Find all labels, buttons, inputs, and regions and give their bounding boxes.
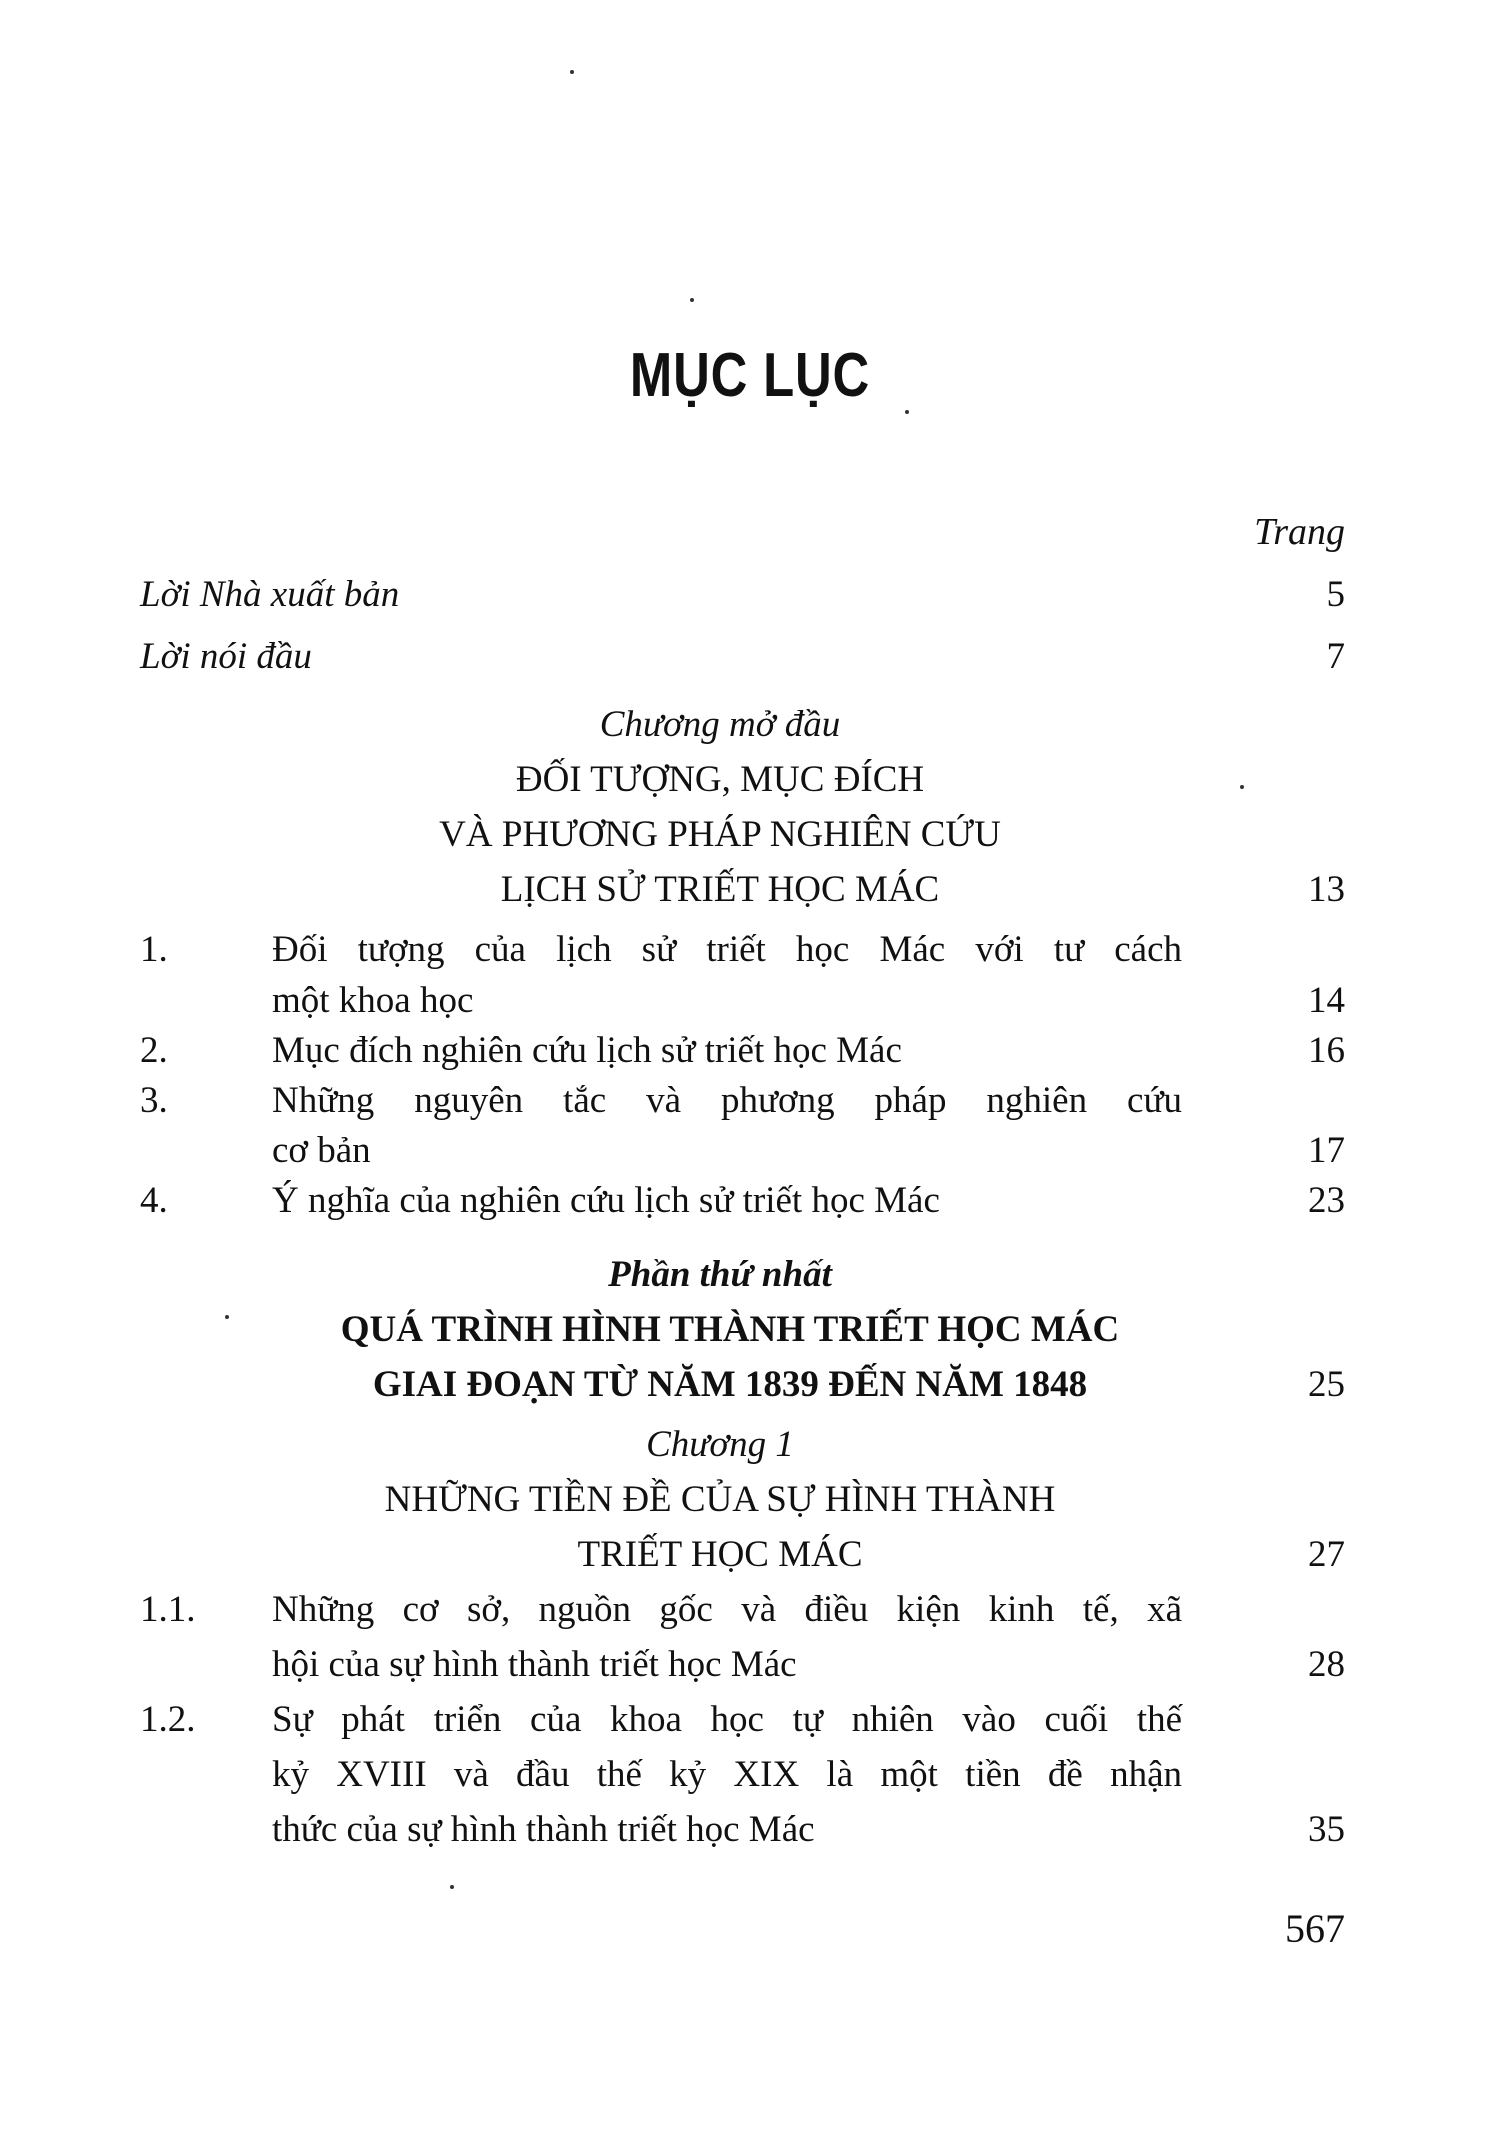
- toc-entry-foreword[interactable]: Lời nói đầu: [140, 636, 312, 677]
- toc-entry-publisher-note[interactable]: Lời Nhà xuất bản: [140, 574, 400, 615]
- scan-speck: [905, 410, 909, 414]
- toc-item-text[interactable]: Ý nghĩa của nghiên cứu lịch sử triết học Mác: [272, 1180, 940, 1221]
- scan-speck: [1240, 785, 1244, 789]
- toc-item-text[interactable]: Đối tượng của lịch sử triết học Mác với tư cách: [272, 929, 1182, 970]
- toc-item-number: 1.: [140, 929, 168, 970]
- scan-speck: [570, 70, 574, 74]
- toc-item-text[interactable]: thức của sự hình thành triết học Mác: [272, 1809, 815, 1850]
- toc-item-number: 2.: [140, 1030, 168, 1071]
- toc-item-text[interactable]: cơ bản: [272, 1130, 371, 1171]
- toc-page-publisher-note: 5: [1326, 574, 1345, 615]
- part-one-label: Phần thứ nhất: [608, 1254, 832, 1295]
- page-column-label: Trang: [1254, 511, 1345, 553]
- toc-item-number: 4.: [140, 1180, 168, 1221]
- toc-item-text[interactable]: hội của sự hình thành triết học Mác: [272, 1644, 797, 1685]
- scan-speck: [450, 1885, 454, 1889]
- toc-item-number: 3.: [140, 1080, 168, 1121]
- toc-item-text[interactable]: Sự phát triển của khoa học tự nhiên vào cuối thế: [272, 1699, 1182, 1740]
- chapter-one-title-line[interactable]: TRIẾT HỌC MÁC: [577, 1534, 863, 1575]
- part-one-title-line[interactable]: QUÁ TRÌNH HÌNH THÀNH TRIẾT HỌC MÁC: [340, 1309, 1120, 1350]
- chapter-one-title-line[interactable]: NHỮNG TIỀN ĐỀ CỦA SỰ HÌNH THÀNH: [384, 1479, 1056, 1520]
- toc-item-page: 23: [1308, 1180, 1345, 1221]
- chapter-one-page: 27: [1308, 1534, 1345, 1575]
- intro-chapter-title-line[interactable]: LỊCH SỬ TRIẾT HỌC MÁC: [500, 869, 940, 910]
- toc-item-text[interactable]: Những cơ sở, nguồn gốc và điều kiện kinh tế, xã: [272, 1589, 1182, 1630]
- intro-chapter-page: 13: [1308, 869, 1345, 910]
- toc-item-number: 1.2.: [140, 1699, 196, 1740]
- toc-item-text[interactable]: Những nguyên tắc và phương pháp nghiên cứu: [272, 1080, 1182, 1121]
- toc-item-number: 1.1.: [140, 1589, 196, 1630]
- page-title: MỤC LỤC: [629, 341, 871, 410]
- chapter-one-label: Chương 1: [646, 1424, 794, 1465]
- intro-chapter-label: Chương mở đầu: [599, 704, 841, 745]
- toc-item-page: 28: [1308, 1644, 1345, 1685]
- toc-page-foreword: 7: [1326, 636, 1345, 677]
- intro-chapter-title-line[interactable]: ĐỐI TƯỢNG, MỤC ĐÍCH: [515, 759, 925, 800]
- toc-item-text[interactable]: Mục đích nghiên cứu lịch sử triết học Mác: [272, 1030, 902, 1071]
- toc-item-page: 35: [1308, 1809, 1345, 1850]
- scan-speck: [225, 1315, 229, 1319]
- toc-item-page: 16: [1308, 1030, 1345, 1071]
- scan-speck: [690, 298, 694, 302]
- toc-item-page: 17: [1308, 1130, 1345, 1171]
- intro-chapter-title-line[interactable]: VÀ PHƯƠNG PHÁP NGHIÊN CỨU: [439, 814, 1001, 855]
- part-one-title-line[interactable]: GIAI ĐOẠN TỪ NĂM 1839 ĐẾN NĂM 1848: [372, 1364, 1088, 1405]
- toc-item-text[interactable]: kỷ XVIII và đầu thế kỷ XIX là một tiền đề nhận: [272, 1754, 1182, 1795]
- footer-page-number: 567: [1285, 1906, 1345, 1951]
- part-one-page: 25: [1308, 1364, 1345, 1405]
- toc-item-text[interactable]: một khoa học: [272, 980, 474, 1021]
- toc-item-page: 14: [1308, 980, 1345, 1021]
